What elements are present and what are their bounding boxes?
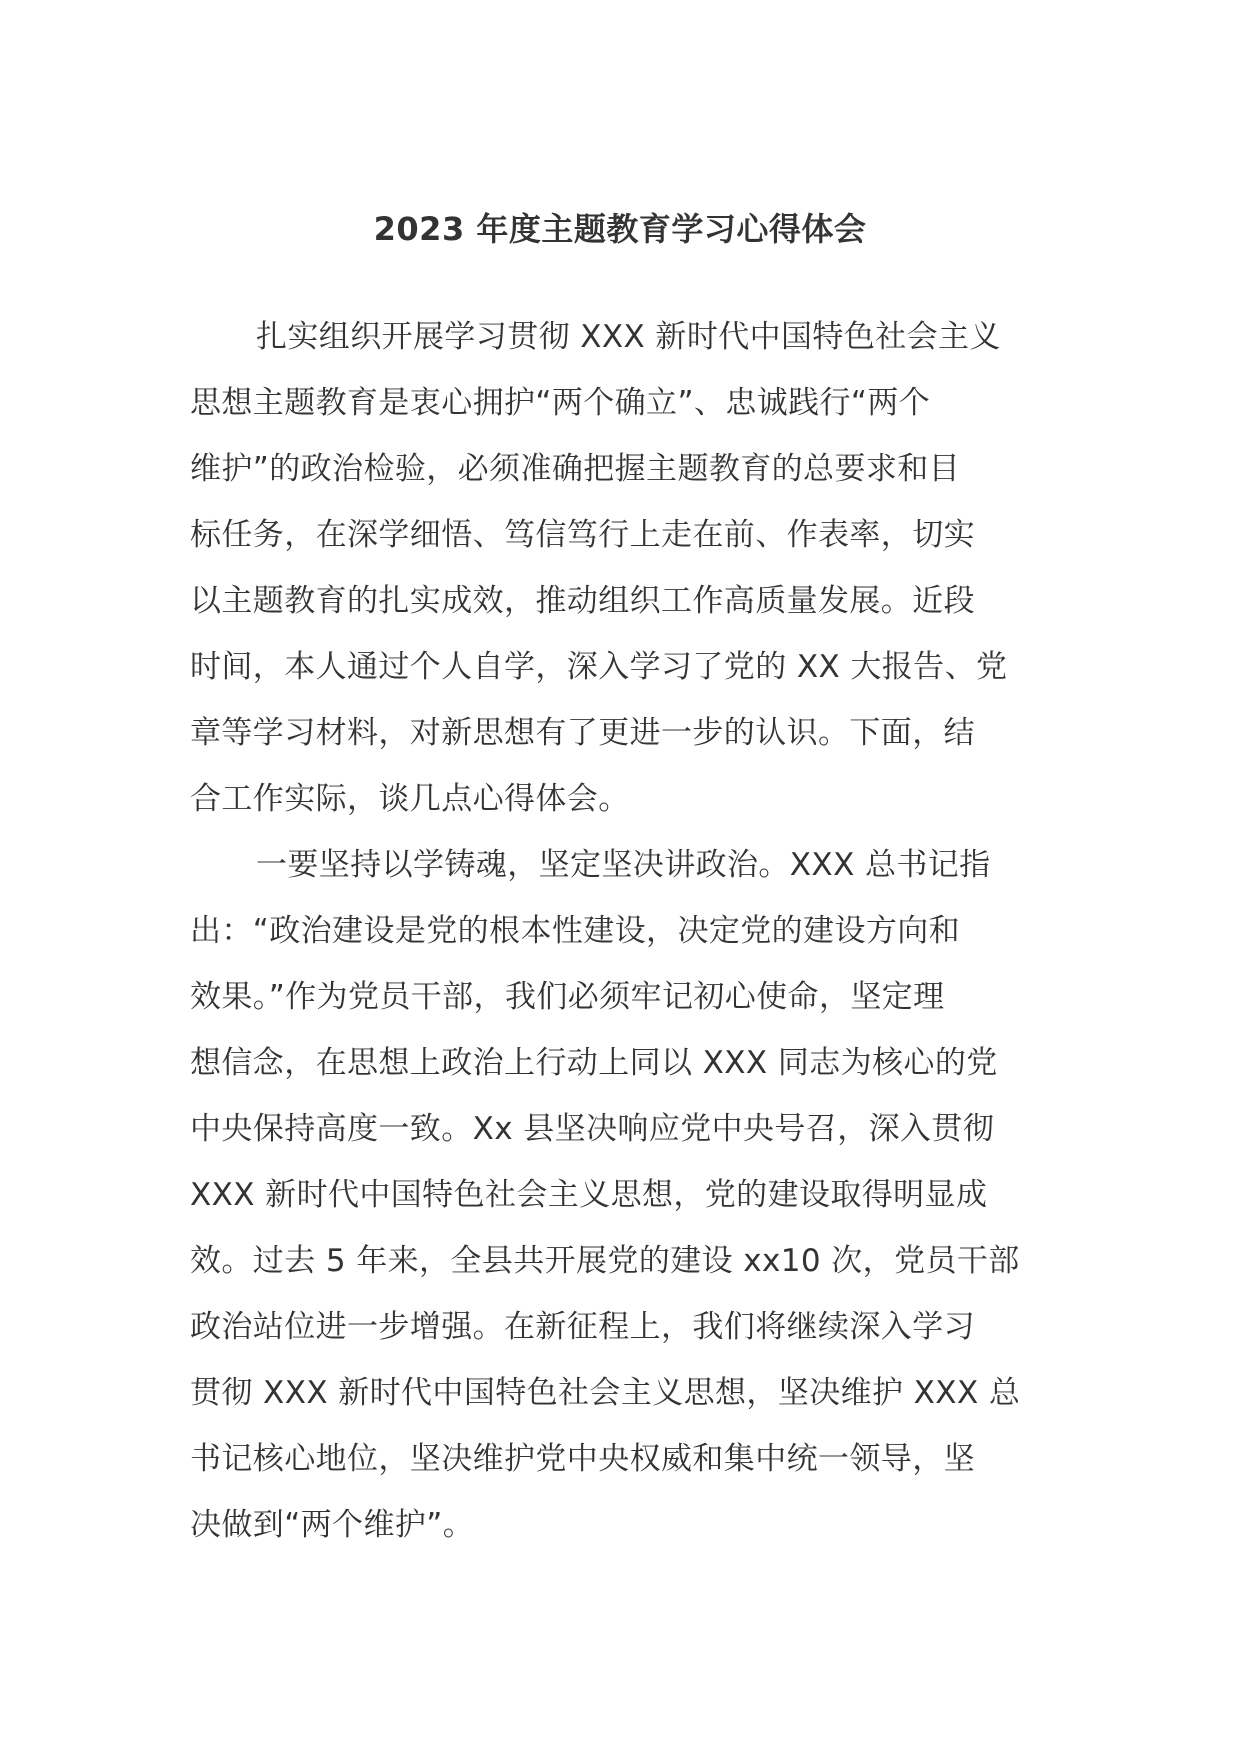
text-line: 出：“政治建设是党的根本性建设，决定党的建设方向和 bbox=[190, 913, 961, 949]
text-line: 时间，本人通过个人自学，深入学习了党的 XX 大报告、党 bbox=[190, 649, 1008, 685]
text-line: 效。过去 5 年来，全县共开展党的建设 xx10 次，党员干部 bbox=[190, 1243, 1020, 1279]
text-line: 贯彻 XXX 新时代中国特色社会主义思想，坚决维护 XXX 总 bbox=[190, 1375, 1021, 1411]
text-line: 决做到“两个维护”。 bbox=[190, 1507, 475, 1543]
text-line: 效果。”作为党员干部，我们必须牢记初心使命，坚定理 bbox=[190, 979, 945, 1015]
text-line: 想信念，在思想上政治上行动上同以 XXX 同志为核心的党 bbox=[190, 1045, 998, 1081]
text-line: XXX 新时代中国特色社会主义思想，党的建设取得明显成 bbox=[190, 1177, 988, 1213]
text-line: 政治站位进一步增强。在新征程上，我们将继续深入学习 bbox=[190, 1309, 975, 1345]
text-line: 扎实组织开展学习贯彻 XXX 新时代中国特色社会主义 bbox=[256, 319, 1001, 355]
document-title: 2023 年度主题教育学习心得体会 bbox=[373, 210, 867, 248]
text-line: 维护”的政治检验，必须准确把握主题教育的总要求和目 bbox=[190, 451, 961, 487]
text-line: 章等学习材料，对新思想有了更进一步的认识。下面，结 bbox=[190, 715, 975, 751]
text-line: 一要坚持以学铸魂，坚定坚决讲政治。XXX 总书记指 bbox=[256, 847, 991, 883]
document-body bbox=[190, 304, 1056, 1558]
text-line: 中央保持高度一致。Xx 县坚决响应党中央号召，深入贯彻 bbox=[190, 1111, 995, 1147]
text-line: 标任务，在深学细悟、笃信笃行上走在前、作表率，切实 bbox=[190, 517, 975, 553]
text-line: 思想主题教育是衷心拥护“两个确立”、忠诚践行“两个 bbox=[190, 385, 931, 421]
text-line: 以主题教育的扎实成效，推动组织工作高质量发展。近段 bbox=[190, 583, 975, 619]
paragraph-1 bbox=[190, 304, 1056, 832]
paragraph-2 bbox=[190, 832, 1056, 1558]
text-line: 合工作实际，谈几点心得体会。 bbox=[190, 781, 630, 817]
text-line: 书记核心地位，坚决维护党中央权威和集中统一领导，坚 bbox=[190, 1441, 975, 1477]
